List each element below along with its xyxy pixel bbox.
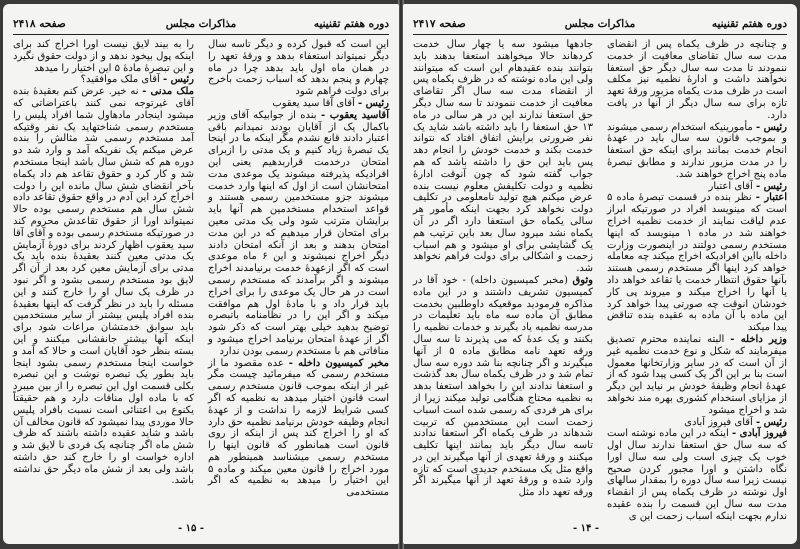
speaker-name: رئیس -	[755, 180, 787, 192]
speaker-name: فیروز آبادی -	[731, 428, 788, 440]
paragraph-text: اینکه در این ماده نوشته است که سه سال حق استعفا ندارند سال اول خوب یک چیزی است ولی سه سال اورا نگاه داشتن و اورا مجبور کردن صحیح نیست زیرا سه سال دوره را بمقدار سالهای اول نوشته در ظرف یکماه پس از انقضاء مدت سه سال این قسمت را بنده عقیده ندارم بجهت اینکه اسباب زحمت این ی	[607, 428, 787, 522]
session-label: دوره هفتم تقنینیه	[313, 18, 389, 30]
header-rule	[13, 34, 389, 35]
paragraph	[607, 428, 787, 522]
speaker-name: وثوق	[572, 274, 593, 286]
paragraph-text: نظر بنده در قسمت تبصرهٔ ماده ۵ است که مینویسد افراد در صورتیکه ابراز عدم لیاقت نمایند از خدمت نظمیه اخراج خواهند شد در ماده ۱ مینویسد که اینها مستخدم رسمی دولتند در اینصورت وزارت داخله بااین افرادیکه اخراج میکند چه معامله خواهد کرد اینها اگر مستخدم رسمی هستند بآنها حقوق انتظار خدمت یا تقاعد خواهد داد یا آنها را اخراج میکند و میروند پی کار خودشان انوقت چه صورتی پیدا خواهد کرد این ماده با آن ماده به عقیده بنده تناقض پیدا میکند	[607, 192, 788, 334]
session-label: دوره هفتم تقنینیه	[711, 18, 787, 30]
paragraph	[208, 39, 389, 98]
speaker-name: رئیس -	[162, 74, 194, 86]
column-left	[413, 39, 593, 516]
paragraph-text: جادهها میشود سه یا چهار سال خدمت کردهاند حالا میخواهند استعفا بدهند باید بتوانند بنده عقیدهام این است که میتوانند ولی این ماده نوشته که در ظرف یکماه پس از انقضاء مدت سه سال اگر تقاضای معافیت از خدمت ننمودند تا سه سال دیگر حق استعفا ندارند این در هر سالی در ماه ۱۳ حق استعفا را باید داشته باشد شاید یک نفر ضرورتی برایش اتفاق افتاد که نتواند خدمت بکند و خدمت خودش را انجام دهد پس باید این حق را داشته باشد که هم جواب گفته شود که چون آنوقت ادارهٔ نظمیه و دولت تکلیفش معلوم نیست بنده عرض میکنم هیچ تولید نامعلومی در تکلیف دولت نخواهد کرد بجهت اینکه مأمور هر سالی یکماه حق استعفا دارد اگر در آن یکماه نشد میرود سال بعد باین ترتیب هم یک گشایشی برای او میشود و هم اسباب زحمت و اشکالی برای دولت فراهم نخواهد شد.	[413, 39, 593, 275]
column-right	[607, 39, 788, 522]
text-columns	[13, 39, 389, 516]
journal-title: مذاکرات مجلس	[165, 18, 237, 30]
page-number-header: صفحه ۲۴۱۸	[13, 18, 66, 30]
speaker-name: رئیس -	[357, 97, 389, 109]
paragraph-text: مأمورینیکه استخدام رسمی میشوند و بموجب قانون سه سال باید در عهدهٔ انجام خدمت بمانند برای اینکه حق استعفا را در مدت مزبور ندارند و مطابق تبصرهٔ ماده پنج اخراج خواهند شد.	[607, 121, 787, 180]
speaker-name: آقاسید یعقوب -	[320, 109, 389, 121]
column-left	[13, 39, 194, 516]
paragraph-text: (مخبر کمیسیون داخله) - خود آقا در کمیسیون تشریف داشتند و در این ماده مذاکره فرمودید موقعیکه داوطلبین بخدمت مطابق آن ماده سه ماه باید تعلیمات در مدرسه نظمیه یاد بگیرند و خدمات نظمیه را بکنند و یک عدهٔ که می پذیرند تا سه سال ورقه تعهد نامه مطابق ماده ۵ از آنها میگیرند و اگر چنانچه بنا شد دوره سه سال تمام شد و در ظرف یکماه سال بعد گذشت و استعفا ندادند این را بخواهد استعفا بدهد به نظمیه محتاج هنگامی تولید میکند زیرا از برای هر فردی که رسمی شده است اسباب زحمت است این مستخدمین که تربیت شدهاند در ظرف یکماه اگر استعفا ندادند تاسه سال دیگر باید بمانند اینها تکلیف میکنند و ورقهٔ تعهدی از آنها میگیرند این در واقع مثل یک مستخدم جدیدی است که تازه وارد شده و ورقهٔ تعهد از آنها میگیرند اگر ورقه تعهد داد مثل	[413, 274, 593, 499]
paragraph-text: آقای فیروز آبادی	[684, 416, 753, 428]
paragraph	[208, 98, 389, 110]
paragraph	[607, 122, 787, 181]
paragraph	[607, 334, 787, 417]
paragraph	[413, 39, 593, 275]
paragraph	[13, 39, 194, 74]
page-footer-number: - ۱۵ -	[178, 523, 205, 534]
paragraph-text: آقای ملک موافقید؟	[80, 74, 160, 86]
paragraph-text: بنده از جوابیکه آقای وزیر باکمال یک از آقایان بودند نمیدانم باقی اعتبار دادند قانع نشدم مگر اینکه ما در اینجا یک تبصرهٔ زیاد کنیم و یک مدتی را ازبرای امتحان درخدمت قراربدهیم یعنی این افرادیکه پذیرفته میشوند یک موعدی مدت امتحانشان است از اول که اینها وارد خدمت میشوند جزو مستخدمین رسمی هستند و قواعد استخدام مستخدمین هم آنها باید برایشان مترتب شود ولی یک مدتی معین برای امتحان قرار میدهیم که در این مدت امتحان بدهند و بعد از آنکه امتحان دادند دیگر اخراج نمیشوند و این ۶ ماه موعدی است که اگر ازعهدهٔ خدمت برنیامدند اخراج میشوند و اگر برآمدند که مستخدم رسمی است در هر حال یک موعدی را برای اخراج باید قرار داد و با مادهٔ اول هم موافقت میکند و اگر این را در نظامنامه باتبصره توضیح بدهید خیلی بهتر است که ذکر شود اگر از عهدهٔ امتحان برنیامد اخراج میشود و منافاتی هم با مستخدم رسمی بودن ندارد	[208, 109, 389, 357]
paragraph	[208, 110, 389, 358]
column-right	[208, 39, 389, 516]
paragraph	[607, 192, 787, 334]
paragraph-text: و چنانچه در ظرف یکماه پس از انقضای مدت سه سال تقاضای معافیت از خدمت ننمودند تا مدت سه سال دیگر حق استعفا نخواهند داشت و ادارهٔ نظمیه نیز مکلف است در ظرف مدت یکماه مزبور ورقهٔ تعهد تازه برای سه سال دیگر از آنها در یافت دارد.	[607, 39, 787, 121]
paragraph	[413, 275, 593, 499]
paragraph-text: آقای اعتبار	[708, 180, 753, 192]
paragraph	[208, 358, 389, 500]
speaker-name: رئیس -	[755, 121, 787, 133]
paragraph-text: عده مقصود ما از مستخدم رسمی که میفرمائید چیست مگر غیر از اینکه بموجب قانون مستخدم رسمی است قانون اختیار میدهد به نظمیه که اگر کسی شرایط لازمه را نداشت و از عهدهٔ انجام وظیفه خودش برنیامد نظمیه حق دارد که او را اخراج کند پس از اینکه از روی قانون است همانطور که قانون اینها را مستخدم رسمی میشناسد همینطور هم مورد اخراج را قانون معین میکند و ماده ۵ این اختیار را میدهد به نظمیه که اگر مستخدمی	[208, 357, 389, 499]
paragraph	[13, 74, 194, 86]
paragraph	[607, 417, 787, 429]
paragraph-text: البته نماینده محترم تصدیق میفرمایند که شکل و نوع خدمت نظمیه غیر از آن است که در سایر وزارتخانها معمول است بنا بر این اگر یک کسی پیدا شود که از عهدهٔ انجام وظیفهٔ خودش بر نیاید این دیگر از مزایای استخدام کشوری بهره مند نخواهد شد و اخراج میشود	[607, 333, 787, 416]
speaker-name: رئیس -	[755, 416, 787, 428]
paragraph	[13, 86, 194, 487]
page-header	[413, 16, 787, 32]
paragraph-text: این است که قبول کرده و دیگر تاسه سال دیگر نمیتواند استعفاء بدهد و ورقهٔ تعهد را در همان ماه اول باید بدهد چرا در ماه چهارم و پنجم بدهد که اسباب زحمت باخرج برای دولت فراهم شود	[208, 39, 389, 98]
paragraph-text: نه خیر. عرض کنم بعقیدهٔ بنده آقای غیرتوجه نمی کنند باعتراضاتی که میشود اینجادر مادهاول شما افراد پلیس را مستخدم رسمی شناختهاید یک نفر وقتیکه آمد مستخدم رسمی شد مثالش را بنده عرض میکنم یک نفریکه آمد و وارد شد دو دوره هم که شش سال باشد اینجا مستخدم شد و کار کرد و حقوق تقاعد هم داد یکماه بآخر انقضای شش سال مانده این را دولت اخراج کرد این آدم در واقع حقوق تقاعد داده شش سال هم مستخدم رسمی بوده حالا نمیتواند اورا از حقوق تقاعدش محروم کند در صورتیکه مستخدم رسمی بوده و آقای آقا سید یعقوب اظهار کردند برای دورهٔ آزمایش یک مدتی معین کنند بعقیدهٔ بنده باید یک مدتی برای آزمایش معین کرد بعد از آن اگر لایق بود مستخدم رسمی بشود و اگر نبود در ظرف یک سال او را خارج کنند و این مسئله را باید در نظر گرفت که اینها بعقیدهٔ بنده افراد پلیس بیشتر از سایر مستخدمین باید سوابق خدمتشان مراعات شود برای اینکه آنها بیشتر جانفشانی میکنند و این بسته بنظر خود آقایان است و حالا که آمد و خواست اینجا مستخدم رسمی بشود اینجا باید بطور یک تبصره نوشت و این تبصره بکلی قسمت اول این تبصره را از بین میبرد که با ماده اول منافات دارد و هم حقیقتاً یکنوع بی اعتنائی است نسبت بافراد پلیس حالا موردی پیدا نمیشود که قانون مخالف آن باشد و شاید عقیده داشته باشند که ظرف شش ماه اگر چنانچه یک فردی نا لایق شد و اداره خواست او را خارج کند حق داشته باشد ولی بعد از شش ماه دیگر حق نداشته باشد.	[13, 86, 194, 487]
speaker-name: اعتبار -	[755, 192, 787, 204]
speaker-name: وزیر داخله -	[730, 333, 787, 345]
page-number-header: صفحه ۲۴۱۷	[413, 18, 466, 30]
paragraph-text: را به بیند لایق نیست اورا اخراج کند برای اینکه پول بیخود ندهد و از دولت حقوق نگیرد و این تبصرهٔ مادهٔ ۵ این اختیار را میدهد	[13, 39, 194, 74]
paragraph-text: آقای آقا سید یعقوب	[272, 97, 355, 109]
speaker-name: ملک مدنی -	[142, 86, 194, 98]
paragraph	[607, 181, 787, 193]
header-rule	[413, 34, 787, 35]
page-header	[13, 16, 389, 32]
journal-title: مذاکرات مجلس	[564, 18, 636, 30]
text-columns	[413, 39, 788, 522]
page-footer-number: - ۱۴ -	[573, 523, 600, 534]
paragraph	[607, 39, 787, 122]
left-page	[3, 4, 399, 544]
right-page	[403, 4, 797, 544]
speaker-name: مخبر کمیسیون داخله -	[288, 357, 389, 369]
